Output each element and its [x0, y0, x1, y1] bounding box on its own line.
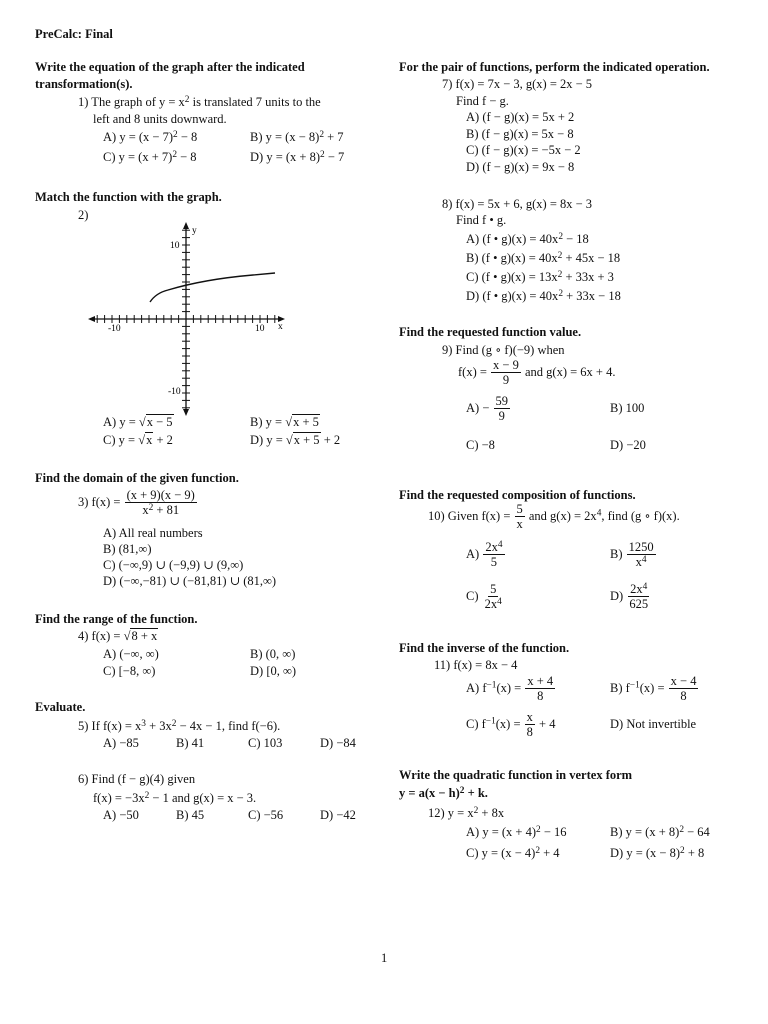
q6-option-d[interactable]: D) −42 — [320, 808, 356, 822]
q5-option-c[interactable]: C) 103 — [248, 736, 283, 750]
q8-option-a[interactable]: A) (f • $g)(x) = 40x^2 - 18$ — [466, 231, 589, 246]
q3-option-b[interactable]: B) (81,∞) — [103, 542, 152, 556]
q8-option-c[interactable]: C) (f • $g)(x) = 13x^2 + 33x + 3$ — [466, 269, 614, 284]
q1-option-c[interactable]: C) $y = (x + 7)^2 - 8$ — [103, 149, 197, 164]
q10-option-a[interactable]: A) $\frac{2x^4}{5}$ — [466, 539, 503, 570]
q10-option-c[interactable]: C) $\frac{5}{2x^4}$ — [466, 582, 502, 612]
question-7-stem: 7) f(x) = 7x − 3, g(x) = 2x − 5 — [442, 77, 593, 91]
q7-option-c[interactable]: C) (f − g)(x) = −5x − 2 — [466, 143, 581, 157]
x-axis-arrow-left — [88, 316, 95, 322]
q7-option-a[interactable]: A) (f − g)(x) = 5x + 2 — [466, 110, 575, 124]
x-axis-label: x — [278, 322, 283, 332]
q9-option-a[interactable]: A) − $\frac{59}{9}$ — [466, 394, 508, 424]
q12-option-c[interactable]: C) $y = (x - 4)^2 + 4$ — [466, 845, 560, 860]
q3-option-c[interactable]: C) (−∞,9) ∪ (−9,9) ∪ (9,∞) — [103, 558, 244, 572]
q4-option-c[interactable]: C) [−8, ∞) — [103, 664, 156, 678]
q2-option-a[interactable]: A) y = √x − 5 — [103, 415, 173, 429]
y-axis-arrow-down — [183, 409, 189, 416]
q5-option-d[interactable]: D) −84 — [320, 736, 356, 750]
q8-option-b[interactable]: B) (f • $g)(x) = 40x^2 + 45x - 18$ — [466, 250, 621, 265]
q9-option-d[interactable]: D) −20 — [610, 438, 646, 452]
q3-option-a[interactable]: A) All real numbers — [103, 526, 203, 540]
section-heading-range: Find the range of the function. — [35, 612, 198, 626]
question-9-given: f(x) = $\frac{x - 9}{9}$ and g(x) = 6x + 4. — [458, 358, 616, 388]
q1-option-b[interactable]: B) $y = (x - 8)^2 + 7$ — [250, 129, 344, 144]
x-tick-label-10: 10 — [255, 324, 265, 334]
y-tick-label-10: 10 — [170, 241, 180, 251]
question-1-stem: 1) The graph of $y = x^2$ is translated 7 units to the — [78, 94, 321, 109]
q1-option-d[interactable]: D) $y = (x + 8)^2 - 7$ — [250, 149, 345, 164]
q11-option-b[interactable]: B) $f^{-1}(x)$ = $\frac{x - 4}{8}$ — [610, 674, 697, 704]
x-tick-label-neg10: -10 — [108, 324, 121, 334]
section-heading-vertex-form: Write the quadratic function in vertex form — [399, 768, 633, 782]
question-3-stem: 3) f(x) = $\frac{(x + 9)(x - 9)}{x^2 + 81}$ — [78, 488, 195, 518]
q11-option-d[interactable]: D) Not invertible — [610, 717, 697, 731]
curve-sqrt — [150, 273, 275, 302]
question-6-stem: 6) Find (f − g)(4) given — [78, 772, 196, 786]
q10-option-d[interactable]: D) $\frac{2x^4}{625}$ — [610, 581, 649, 612]
section-heading-transformations-cont: transformation(s). — [35, 77, 133, 91]
question-11-stem: 11) f(x) = 8x − 4 — [434, 658, 518, 672]
q4-option-b[interactable]: B) (0, ∞) — [250, 647, 296, 661]
y-tick-label-neg10: -10 — [168, 387, 181, 397]
question-8-task: Find f • g. — [456, 213, 507, 227]
q11-option-c[interactable]: C) $f^{-1}(x)$ = $\frac{x}{8}$ + 4 — [466, 710, 556, 740]
function-graph — [88, 222, 288, 417]
question-9-stem: 9) Find (g ∘ f)(−9) when — [442, 343, 565, 357]
question-10-stem: 10) Given f(x) = $\frac{5}{x}$ and $g(x) = 2x^4$, find (g ∘ f)(x). — [428, 502, 680, 532]
q6-option-a[interactable]: A) −50 — [103, 808, 139, 822]
question-2-number: 2) — [78, 208, 89, 222]
q5-option-a[interactable]: A) −85 — [103, 736, 139, 750]
page-title: PreCalc: Final — [35, 27, 113, 41]
q4-option-a[interactable]: A) (−∞, ∞) — [103, 647, 159, 661]
q9-option-c[interactable]: C) −8 — [466, 438, 495, 452]
q12-option-b[interactable]: B) $y = (x + 8)^2 - 64$ — [610, 824, 710, 839]
question-5-stem: 5) If $f(x) = x^3 + 3x^2 - 4x - 1$, find f(−6). — [78, 718, 281, 733]
section-heading-transformations: Write the equation of the graph after the indicated — [35, 60, 305, 74]
q11-option-a[interactable]: A) $f^{-1}(x)$ = $\frac{x + 4}{8}$ — [466, 674, 554, 704]
question-7-task: Find f − g. — [456, 94, 509, 108]
q2-option-d[interactable]: D) y = √x + 5 + 2 — [250, 433, 341, 447]
q2-option-b[interactable]: B) y = √x + 5 — [250, 415, 319, 429]
q10-option-b[interactable]: B) $\frac{1250}{x^4}$ — [610, 540, 654, 570]
y-axis-arrow-up — [183, 222, 189, 229]
question-8-stem: 8) f(x) = 5x + 6, g(x) = 8x − 3 — [442, 197, 593, 211]
section-heading-operations: For the pair of functions, perform the indicated operation. — [399, 60, 710, 74]
q8-option-d[interactable]: D) (f • $g)(x) = 40x^2 + 33x - 18$ — [466, 288, 621, 303]
q12-option-a[interactable]: A) $y = (x + 4)^2 - 16$ — [466, 824, 567, 839]
vertex-form-equation: $y = a(x - h)^2 + k$. — [399, 785, 488, 800]
section-heading-domain: Find the domain of the given function. — [35, 471, 239, 485]
section-heading-function-value: Find the requested function value. — [399, 325, 582, 339]
q3-option-d[interactable]: D) (−∞,−81) ∪ (−81,81) ∪ (81,∞) — [103, 574, 277, 588]
section-heading-evaluate: Evaluate. — [35, 700, 86, 714]
y-axis-label: y — [192, 226, 197, 236]
question-12-stem: 12) $y = x^2 + 8x$ — [428, 805, 505, 820]
section-heading-match-graph: Match the function with the graph. — [35, 190, 222, 204]
section-heading-inverse: Find the inverse of the function. — [399, 641, 570, 655]
question-4-stem: 4) f(x) = √8 + x — [78, 629, 158, 643]
q4-option-d[interactable]: D) [0, ∞) — [250, 664, 297, 678]
q6-option-b[interactable]: B) 45 — [176, 808, 205, 822]
section-heading-composition: Find the requested composition of functions. — [399, 488, 636, 502]
q7-option-d[interactable]: D) (f − g)(x) = 9x − 8 — [466, 160, 575, 174]
q12-option-d[interactable]: D) $y = (x - 8)^2 + 8$ — [610, 845, 705, 860]
question-6-given: $f(x) = -3x^2 - 1$ and g(x) = x − 3. — [93, 790, 257, 805]
q5-option-b[interactable]: B) 41 — [176, 736, 205, 750]
q7-option-b[interactable]: B) (f − g)(x) = 5x − 8 — [466, 127, 574, 141]
page-number: 1 — [381, 951, 388, 965]
q6-option-c[interactable]: C) −56 — [248, 808, 284, 822]
q2-option-c[interactable]: C) y = √x + 2 — [103, 433, 173, 447]
question-1-stem-cont: left and 8 units downward. — [93, 112, 227, 126]
q1-option-a[interactable]: A) $y = (x - 7)^2 - 8$ — [103, 129, 198, 144]
q9-option-b[interactable]: B) 100 — [610, 401, 645, 415]
